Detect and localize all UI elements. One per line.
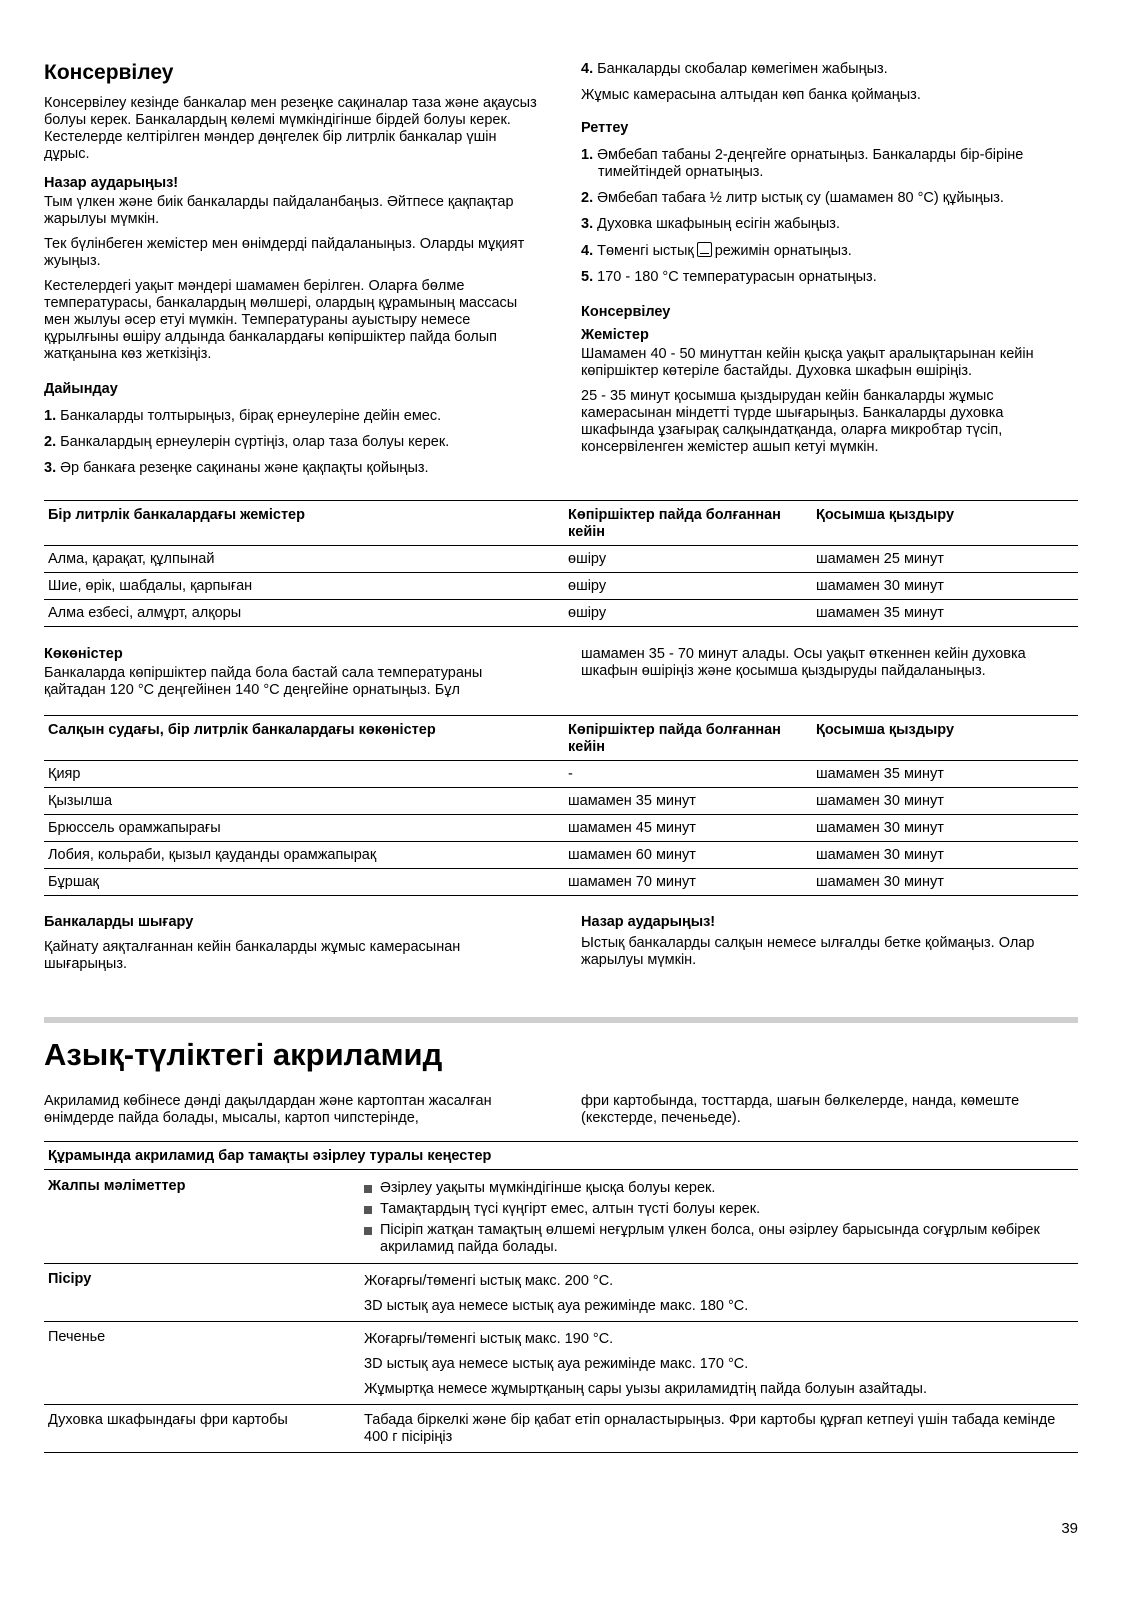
attention-paragraph-3: Кестелердегі уақыт мәндері шамамен берілген. Оларға бөлме температурасы, банкалардың мөлшері, олардың құрамының массасы мен жылуы әсер етуі мүмкін. Температураны ауыстыру немесе құрылғыны өшіру алдында банкалардағы көпіршіктер пайда болып жатқанына көз жеткізіңіз. <box>44 278 518 362</box>
table-cell: шамамен 60 минут <box>564 842 812 869</box>
header-extra-heating: Қосымша қыздыру <box>816 722 955 738</box>
page-number: 39 <box>1061 1520 1078 1537</box>
setup-step-2: 2. Әмбебап табаға ½ литр ыстық су (шамамен 80 °C) құйыңыз. <box>581 190 1004 206</box>
table-row <box>44 573 1078 600</box>
canning-title: Консервілеу <box>44 61 174 84</box>
bullet-icon <box>364 1227 372 1235</box>
table-row <box>44 1322 1078 1405</box>
left-column <box>44 61 541 486</box>
cookies-line: Жоғарғы/төменгі ыстық макс. 190 °C. <box>364 1331 614 1347</box>
prep-step-2: 2. Банкалардың ернеулерін сүртіңіз, олар таза болуы керек. <box>44 434 450 450</box>
removal-attention-heading: Назар аударыңыз! <box>581 914 716 930</box>
vegetable-table <box>44 715 1078 896</box>
acrylamide-intro <box>44 1093 1078 1135</box>
fruit-table-header <box>44 501 1078 546</box>
table-row <box>44 761 1078 788</box>
acrylamide-intro-right-col <box>581 1093 1078 1135</box>
attention-paragraph-1: Тым үлкен және биік банкаларды пайдаланбаңыз. Әйтпесе қақпақтар жарылуы мүмкін. <box>44 194 514 227</box>
table-cell: Қызылша <box>44 788 564 815</box>
baking-lines <box>360 1264 1078 1322</box>
section-divider <box>44 1017 1078 1023</box>
table-cell: Лобия, кольраби, қызыл қауданды орамжапырақ <box>44 842 564 869</box>
removal-attention-text: Ыстық банкаларды салқын немесе ылғалды бетке қоймаңыз. Олар жарылуы мүмкін. <box>581 935 1035 968</box>
step-4-close: 4. Банкаларды скобалар көмегімен жабыңыз. <box>581 61 888 77</box>
table-cell: шамамен 30 минут <box>812 842 1078 869</box>
header-fruit: Бір литрлік банкалардағы жемістер <box>48 507 305 523</box>
jar-limit-note: Жұмыс камерасына алтыдан көп банка қоймаңыз. <box>581 87 921 103</box>
fruit-table <box>44 500 1078 627</box>
prep-step-1: 1. Банкаларды толтырыңыз, бірақ ернеулеріне дейін емес. <box>44 408 442 424</box>
cookies-lines <box>360 1322 1078 1405</box>
cookies-line: Жұмыртқа немесе жұмыртқаның сары уызы акриламидтің пайда болуын азайтады. <box>364 1381 927 1397</box>
table-cell: шамамен 35 минут <box>812 600 1078 627</box>
fruits-heading: Жемістер <box>581 327 649 343</box>
acrylamide-intro-left: Акриламид көбінесе дәнді дақылдардан және картоптан жасалған өнімдерде пайда болады, мысалы, картоп чипстерінде, <box>44 1093 492 1126</box>
header-after-bubbles: Көпіршіктер пайда болғаннан кейін <box>568 507 781 540</box>
table-row <box>44 1405 1078 1453</box>
baking-label: Пісіру <box>44 1264 360 1322</box>
acrylamide-intro-right: фри картобында, тосттарда, шағын бөлкелерде, нанда, көмеште (кекстерде, печеньеде). <box>581 1093 1020 1126</box>
fries-label: Духовка шкафындағы фри картобы <box>44 1405 360 1453</box>
veg-table-header <box>44 716 1078 761</box>
table-cell: Шие, өрік, шабдалы, қарпыған <box>44 573 564 600</box>
table-row <box>44 869 1078 896</box>
attention-heading: Назар аударыңыз! <box>44 175 179 191</box>
table-cell: Брюссель орамжапырағы <box>44 815 564 842</box>
table-cell: Алма, қарақат, құлпынай <box>44 546 564 573</box>
header-vegetables: Салқын судағы, бір литрлік банкалардағы көкөністер <box>48 722 436 738</box>
table-cell: шамамен 35 минут <box>564 788 812 815</box>
preparation-heading: Дайындау <box>44 381 118 397</box>
baking-line: Жоғарғы/төменгі ыстық макс. 200 °C. <box>364 1273 614 1289</box>
cookies-label: Печенье <box>44 1322 360 1405</box>
general-label: Жалпы мәліметтер <box>44 1170 360 1264</box>
bullet-icon <box>364 1206 372 1214</box>
table-row <box>44 546 1078 573</box>
veg-left <box>44 646 541 707</box>
prep-step-3: 3. Әр банкаға резеңке сақинаны және қақпақты қойыңыз. <box>44 460 429 476</box>
acrylamide-title: Азық-түліктегі акриламид <box>44 1037 443 1072</box>
canning-section <box>44 61 1078 486</box>
vegetables-text-left: Банкаларда көпіршіктер пайда бола бастай сала температураны қайтадан 120 °C деңгейінен 140 °C деңгейіне орнатыңыз. Бұл <box>44 665 483 698</box>
header-after-bubbles: Көпіршіктер пайда болғаннан кейін <box>568 722 781 755</box>
table-cell: шамамен 25 минут <box>812 546 1078 573</box>
list-item: Тамақтардың түсі күңгірт емес, алтын түсті болуы керек. <box>364 1201 1074 1218</box>
canning-intro: Консервілеу кезінде банкалар мен резеңке сақиналар таза және ақаусыз болуы керек. Банкалардың көлемі мүмкіндігінше бірдей болуы керек. Кестелерде келтірілген мәндер дөңгелек бір литрлік банкалар үшін дұрыс. <box>44 95 537 162</box>
table-cell: шамамен 30 минут <box>812 869 1078 896</box>
table-row <box>44 788 1078 815</box>
table-cell: - <box>564 761 812 788</box>
acrylamide-table-header-row <box>44 1142 1078 1170</box>
vegetables-text-right: шамамен 35 - 70 минут алады. Осы уақыт өткеннен кейін духовка шкафын өшіріңіз және қосымша қыздыруды пайдаланыңыз. <box>581 646 1026 679</box>
setup-step-3: 3. Духовка шкафының есігін жабыңыз. <box>581 216 840 232</box>
removal-text: Қайнату аяқталғаннан кейін банкаларды жұмыс камерасынан шығарыңыз. <box>44 939 461 972</box>
table-row <box>44 1170 1078 1264</box>
removal-section <box>44 914 1078 981</box>
general-bullets <box>360 1170 1078 1264</box>
table-cell: шамамен 30 минут <box>812 788 1078 815</box>
canning-subheading: Консервілеу <box>581 304 671 320</box>
vegetables-heading: Көкөністер <box>44 646 123 662</box>
table-cell: шамамен 30 минут <box>812 573 1078 600</box>
veg-right <box>581 646 1078 707</box>
fruits-paragraph-2: 25 - 35 минут қосымша қыздырудан кейін банкаларды жұмыс камерасынан міндетті түрде шығарыңыз. Банкаларды духовка шкафында ұзағырақ салқындатқанда, оларға микробтар түсіп, консервіленген жемістер ашып кетуі мүмкін. <box>581 388 1004 455</box>
list-item: Әзірлеу уақыты мүмкіндігінше қысқа болуы керек. <box>364 1180 1074 1197</box>
acrylamide-intro-left-col <box>44 1093 541 1135</box>
bullet-icon <box>364 1185 372 1193</box>
removal-left <box>44 914 541 981</box>
table-cell: шамамен 30 минут <box>812 815 1078 842</box>
manual-page <box>44 0 1078 1600</box>
table-row <box>44 842 1078 869</box>
list-item: Пісіріп жатқан тамақтың өлшемі неғұрлым үлкен болса, оны әзірлеу барысында соғұрлым көбірек акриламид пайда болады. <box>364 1222 1074 1256</box>
right-column <box>581 61 1078 486</box>
table-row <box>44 1264 1078 1322</box>
table-cell: Бұршақ <box>44 869 564 896</box>
acrylamide-section <box>44 1017 1078 1453</box>
header-extra-heating: Қосымша қыздыру <box>816 507 955 523</box>
table-cell: өшіру <box>564 546 812 573</box>
table-row <box>44 815 1078 842</box>
fries-text: Табада біркелкі және бір қабат етіп орналастырыңыз. Фри картобы құрғап кетпеуі үшін табада кемінде 400 г пісіріңіз <box>360 1405 1078 1453</box>
acrylamide-table-header: Құрамында акриламид бар тамақты әзірлеу туралы кеңестер <box>44 1142 1078 1170</box>
table-cell: шамамен 70 минут <box>564 869 812 896</box>
baking-line: 3D ыстық ауа немесе ыстық ауа режимінде макс. 180 °C. <box>364 1298 749 1314</box>
fruits-paragraph-1: Шамамен 40 - 50 минуттан кейін қысқа уақыт аралықтарынан кейін көпіршіктер көтеріле бастайды. Духовка шкафын өшіріңіз. <box>581 346 1034 379</box>
veg-table-wrap <box>44 715 1078 896</box>
removal-right <box>581 914 1078 981</box>
table-cell: шамамен 35 минут <box>812 761 1078 788</box>
bottom-heat-icon <box>697 242 712 257</box>
table-cell: Қияр <box>44 761 564 788</box>
acrylamide-table <box>44 1141 1078 1453</box>
setup-step-1: 1. Әмбебап табаны 2-деңгейге орнатыңыз. Банкаларды бір-біріне тимейтіндей орнатыңыз. <box>581 147 1024 180</box>
table-cell: өшіру <box>564 600 812 627</box>
table-cell: өшіру <box>564 573 812 600</box>
attention-paragraph-2: Тек бүлінбеген жемістер мен өнімдерді пайдаланыңыз. Оларды мұқият жуыңыз. <box>44 236 525 269</box>
vegetables-section <box>44 646 1078 707</box>
table-cell: Алма езбесі, алмұрт, алқоры <box>44 600 564 627</box>
setup-heading: Реттеу <box>581 120 629 136</box>
setup-step-4: 4. Төменгі ыстық режимін орнатыңыз. <box>581 243 852 259</box>
cookies-line: 3D ыстық ауа немесе ыстық ауа режимінде макс. 170 °C. <box>364 1356 749 1372</box>
table-row <box>44 600 1078 627</box>
fruit-table-wrap <box>44 500 1078 627</box>
setup-step-5: 5. 170 - 180 °C температурасын орнатыңыз. <box>581 269 877 285</box>
table-cell: шамамен 45 минут <box>564 815 812 842</box>
removal-heading: Банкаларды шығару <box>44 914 194 930</box>
